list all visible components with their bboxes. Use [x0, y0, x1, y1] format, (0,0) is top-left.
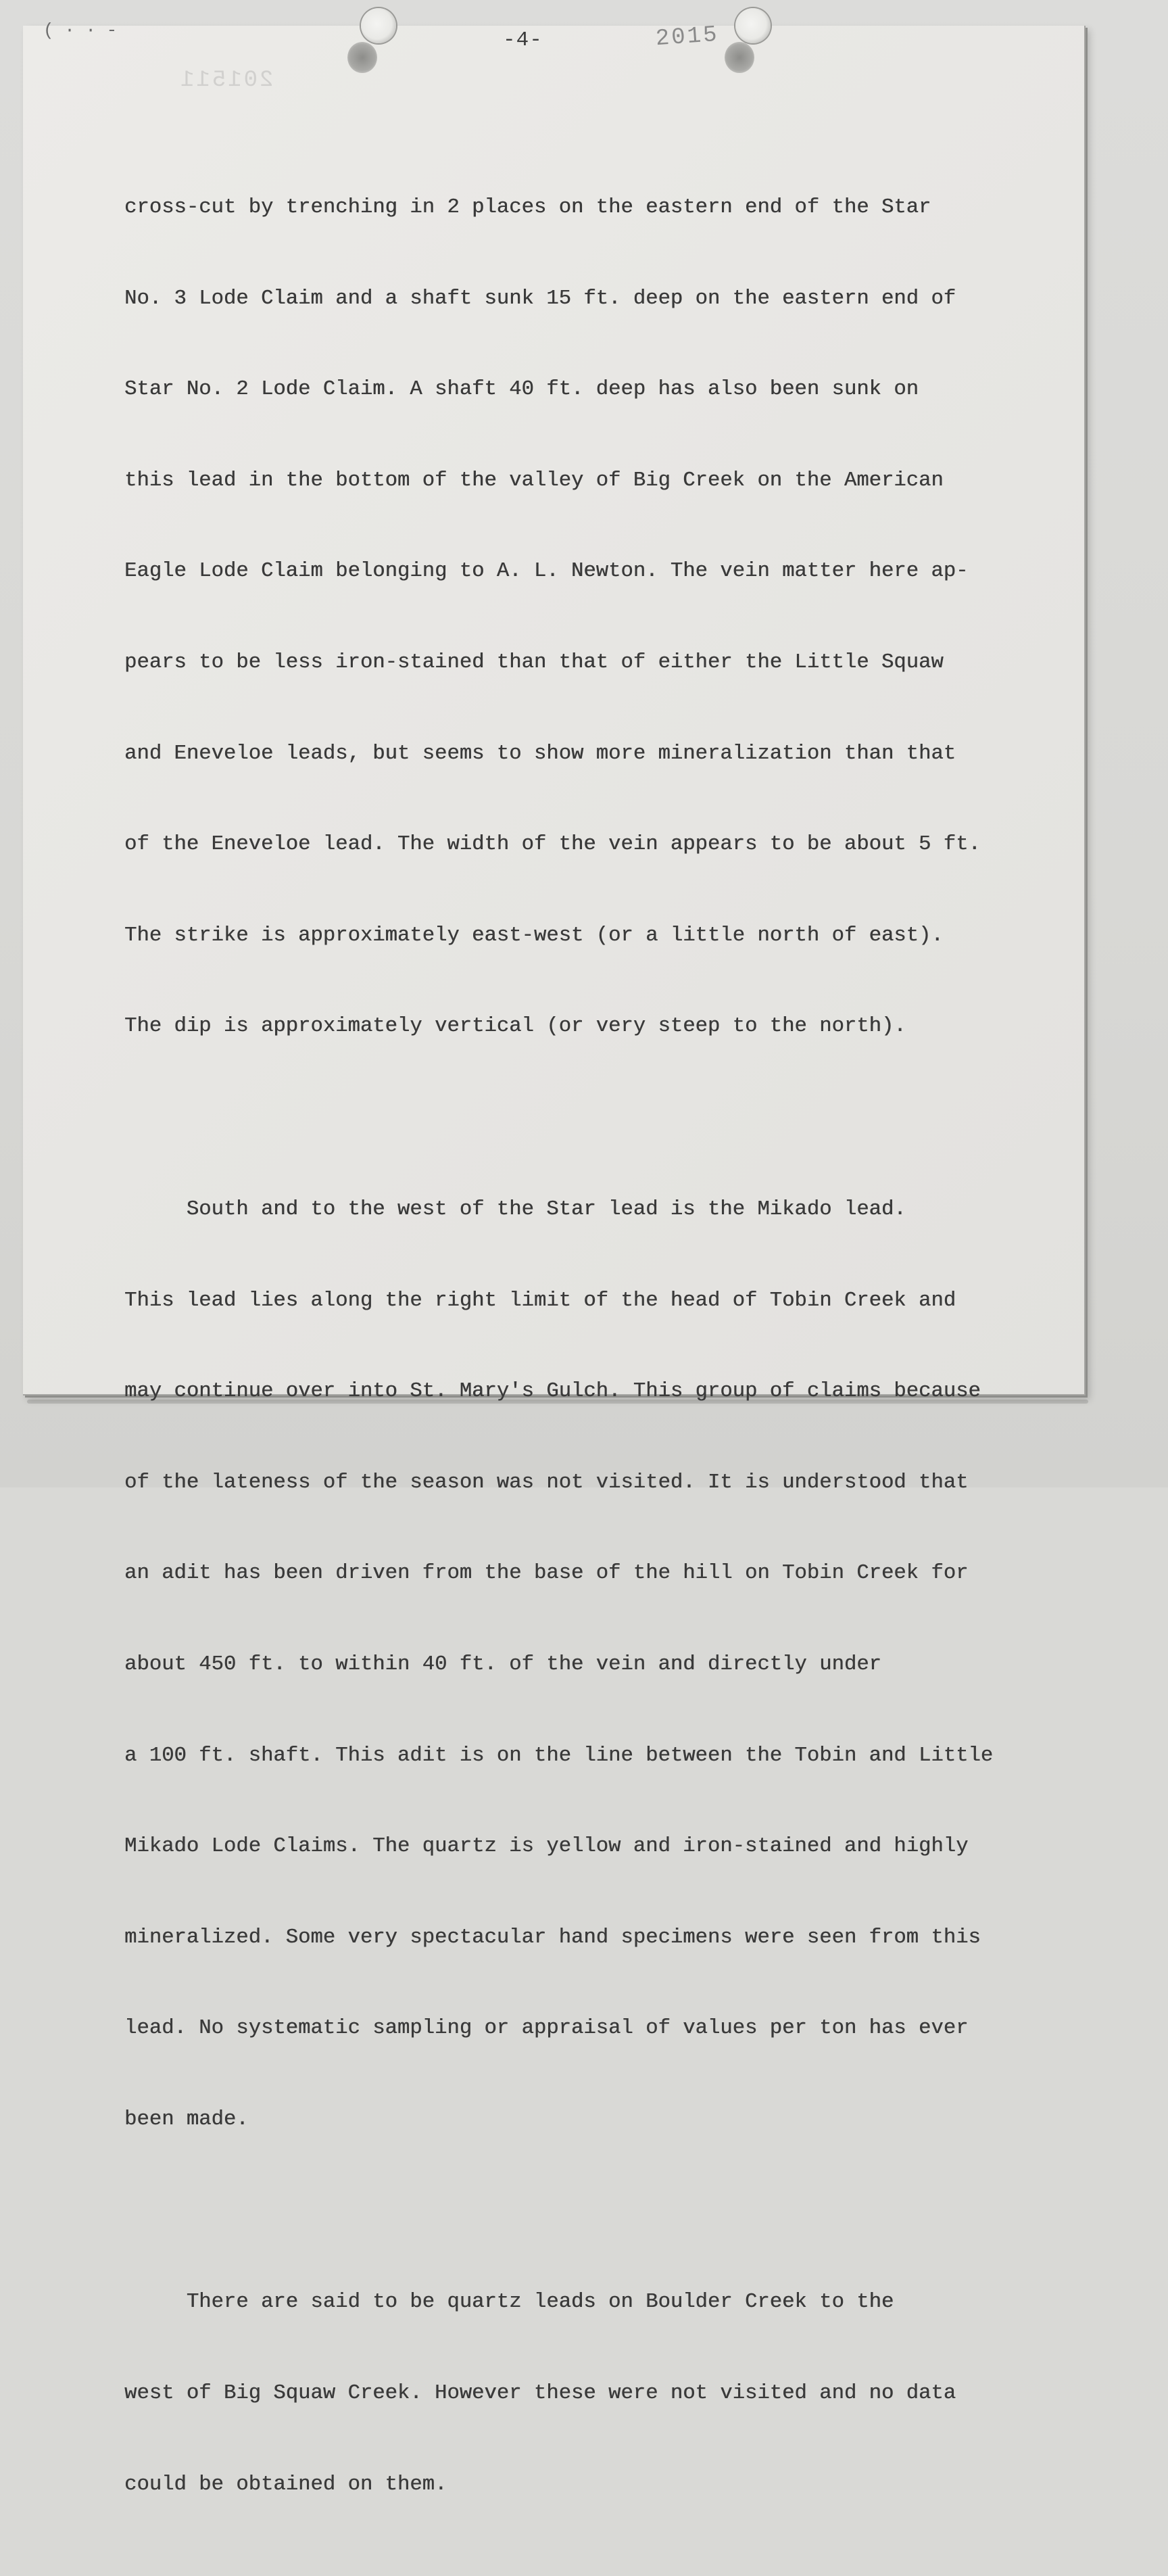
- text-line: The dip is approximately vertical (or very steep to the north).: [124, 1015, 906, 1039]
- text-line: may continue over into St. Mary's Gulch. This group of claims because: [124, 1380, 981, 1404]
- text-line: Star No. 2 Lode Claim. A shaft 40 ft. deep has also been sunk on: [124, 378, 919, 402]
- paragraph: [124, 2234, 1071, 2553]
- text-line: South and to the west of the Star lead is the Mikado lead.: [124, 1197, 906, 1221]
- corner-marks: ( · · -: [43, 20, 118, 41]
- text-line: lead. No systematic sampling or appraisal of values per ton has ever: [124, 2017, 969, 2041]
- text-line: The strike is approximately east-west (or a little north of east).: [124, 924, 944, 947]
- text-line: Eagle Lode Claim belonging to A. L. Newton. The vein matter here ap-: [124, 560, 969, 583]
- text-line: pears to be less iron-stained than that of either the Little Squaw: [124, 650, 944, 674]
- punch-hole-shadow-right: [725, 42, 754, 73]
- document-stamp-number: 2015: [654, 22, 720, 53]
- punch-hole-shadow-left: [347, 42, 377, 73]
- text-line: No. 3 Lode Claim and a shaft sunk 15 ft. deep on the eastern end of: [124, 287, 956, 310]
- text-line: this lead in the bottom of the valley of Big Creek on the American: [124, 469, 944, 492]
- text-line: and Eneveloe leads, but seems to show more mineralization than that: [124, 742, 956, 765]
- text-line: There are said to be quartz leads on Boulder Creek to the: [124, 2291, 894, 2314]
- text-line: This lead lies along the right limit of the head of Tobin Creek and: [124, 1289, 956, 1312]
- text-line: been made.: [124, 2107, 249, 2131]
- punch-hole-left: [361, 8, 396, 43]
- paragraph: [124, 1141, 1071, 2189]
- text-line: of the Eneveloe lead. The width of the vein appears to be about 5 ft.: [124, 833, 981, 857]
- text-line: an adit has been driven from the base of the hill on Tobin Creek for: [124, 1562, 969, 1585]
- paragraph: [124, 139, 1071, 1095]
- text-line: of the lateness of the season was not visited. It is understood that: [124, 1471, 969, 1494]
- text-line: could be obtained on them.: [124, 2473, 447, 2496]
- page-number: -4-: [503, 28, 543, 52]
- body-text: [124, 93, 1071, 2576]
- ghost-stamp: 201511: [178, 68, 274, 93]
- text-line: mineralized. Some very spectacular hand specimens were seen from this: [124, 1926, 981, 1949]
- text-line: a 100 ft. shaft. This adit is on the line between the Tobin and Little: [124, 1744, 994, 1767]
- text-line: Mikado Lode Claims. The quartz is yellow and iron-stained and highly: [124, 1835, 969, 1859]
- text-line: west of Big Squaw Creek. However these were not visited and no data: [124, 2382, 956, 2406]
- text-line: cross-cut by trenching in 2 places on the eastern end of the Star: [124, 196, 931, 219]
- text-line: about 450 ft. to within 40 ft. of the vein and directly under: [124, 1652, 881, 1676]
- punch-hole-right: [735, 8, 771, 43]
